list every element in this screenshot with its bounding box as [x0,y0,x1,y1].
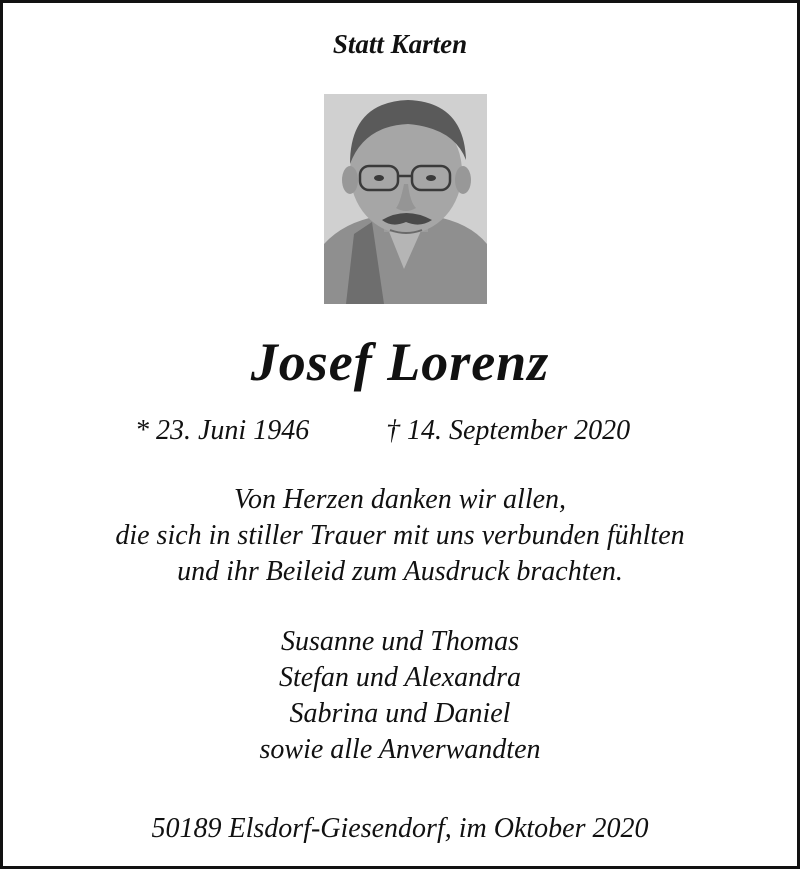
family-line: sowie alle Anverwandten [259,734,541,765]
portrait-photo [324,94,487,304]
header-title: Statt Karten [332,29,468,59]
place-and-date: 50189 Elsdorf-Giesendorf, im Oktober 2020 [151,813,649,844]
death-date: † 14. September 2020 [386,415,631,446]
family-line: Stefan und Alexandra [278,662,522,693]
thanks-message [3,482,797,590]
deceased-name: Josef Lorenz [250,332,550,392]
thanks-line: die sich in stiller Trauer mit uns verbunden fühlten [115,520,685,551]
family-line: Susanne und Thomas [280,626,519,657]
thanks-line: und ihr Beileid zum Ausdruck brachten. [177,556,623,587]
thanks-line: Von Herzen danken wir allen, [233,484,567,515]
family-signatures [3,624,797,768]
birth-date: * 23. Juni 1946 [135,415,310,446]
family-line: Sabrina und Daniel [289,698,511,729]
portrait-illustration [324,94,487,304]
